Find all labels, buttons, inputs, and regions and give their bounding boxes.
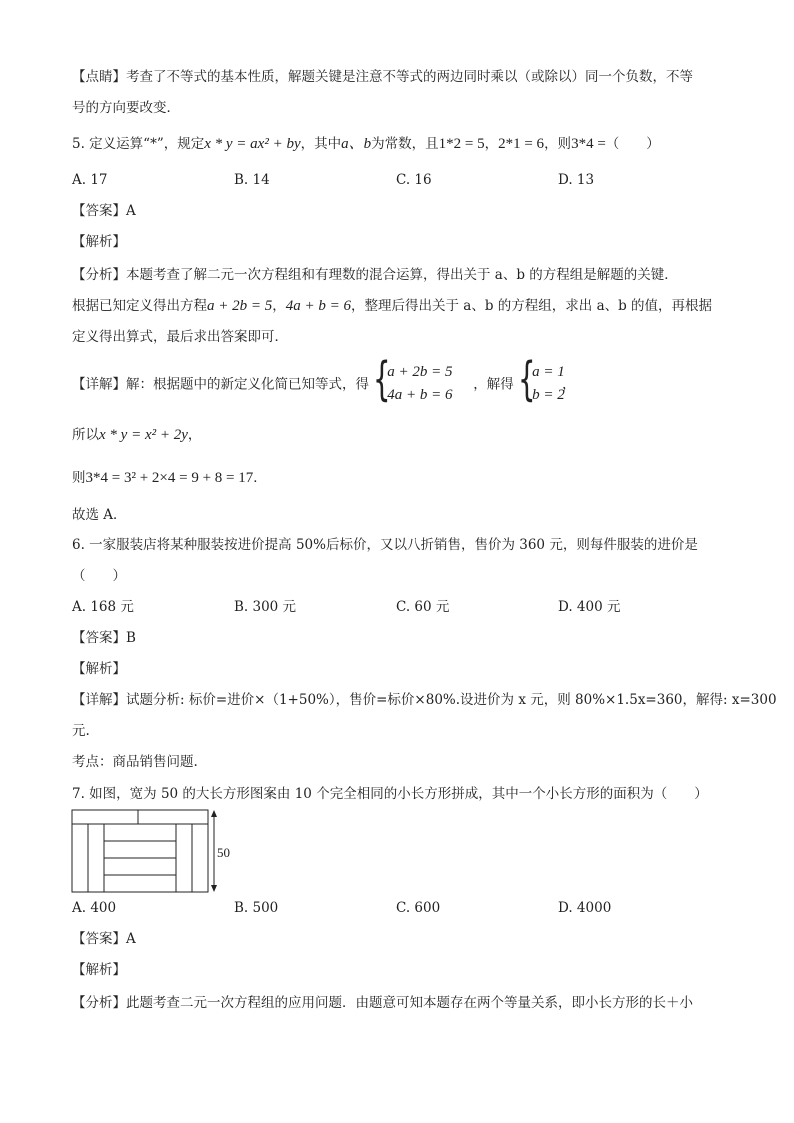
q7-answer: 【答案】A bbox=[72, 931, 136, 947]
q7-jiexi: 【解析】 bbox=[72, 962, 126, 978]
q5-fenxi-3: 定义得出算式，最后求出答案即可． bbox=[72, 329, 288, 345]
q5-detail-b: ，解得 bbox=[473, 376, 514, 393]
q5-option-c: C. 16 bbox=[396, 172, 432, 188]
q5-fenxi-1: 【分析】本题考查了解二元一次方程组和有理数的混合运算，得出关于 a、b 的方程组是解题的关键． bbox=[72, 267, 678, 283]
q5-detail bbox=[72, 351, 576, 407]
left-brace-icon: { bbox=[518, 351, 536, 406]
q7-option-a: A. 400 bbox=[72, 900, 117, 916]
q6-option-b: B. 300 元 bbox=[234, 599, 297, 615]
q5-paren: （ ） bbox=[605, 136, 660, 152]
q7-rectangle-figure bbox=[71, 809, 231, 895]
dimension-label: 50 bbox=[217, 845, 230, 860]
q6-kaodian: 考点：商品销售问题. bbox=[72, 754, 198, 770]
q5-so-b: ， bbox=[187, 427, 202, 443]
q5-fenxi-2b: ， bbox=[272, 298, 286, 314]
big-rectangle bbox=[72, 810, 208, 892]
q5-system-2-row-2: b = 2 bbox=[532, 386, 565, 403]
q5-option-d: D. 13 bbox=[558, 172, 595, 188]
q7-option-d: D. 4000 bbox=[558, 900, 612, 916]
q6-option-d: D. 400 元 bbox=[558, 599, 621, 615]
q5-so-a: 所以 bbox=[72, 427, 99, 443]
q5-ask: 3*4 = bbox=[571, 136, 606, 152]
hint-line-1: 【点睛】考查了不等式的基本性质，解题关键是注意不等式的两边同时乘以（或除以）同一个负数，不等 bbox=[72, 69, 693, 85]
q5-so-eq: x * y = x² + 2y bbox=[99, 427, 188, 443]
hint-line-2: 号的方向要改变． bbox=[72, 100, 180, 116]
q5-jiexi: 【解析】 bbox=[72, 234, 126, 250]
q5-then-eq: 3*4 = 3² + 2×4 = 9 + 8 = 17 bbox=[85, 470, 254, 486]
q6-stem-2: （ ） bbox=[72, 568, 126, 584]
q7-fenxi: 【分析】此题考查二元一次方程组的应用问题．由题意可知本题存在两个等量关系，即小长方形的长＋小 bbox=[72, 995, 693, 1011]
q6-detail-1: 【详解】试题分析: 标价=进价×（1+50%），售价=标价×80%.设进价为 x 元，则 80%×1.5x=360，解得: x=300 bbox=[72, 692, 777, 708]
q6-answer: 【答案】B bbox=[72, 630, 136, 646]
q6-detail-2: 元. bbox=[72, 723, 90, 739]
q7-option-b: B. 500 bbox=[234, 900, 279, 916]
q5-ab: a、b bbox=[341, 136, 372, 152]
q5-choose: 故选 A． bbox=[72, 507, 127, 523]
q5-mid3: ，则 bbox=[544, 136, 572, 152]
q5-fenxi-2 bbox=[72, 296, 712, 316]
q5-detail-a: 【详解】解：根据题中的新定义化简已知等式，得 bbox=[72, 376, 369, 393]
q5-answer: 【答案】A bbox=[72, 203, 136, 219]
q5-mid: ，其中 bbox=[300, 136, 342, 152]
q6-stem-1: 6. 一家服装店将某种服装按进价提高 50%后标价，又以八折销售，售价为 360 元，则每件服装的进价是 bbox=[72, 537, 698, 553]
q5-option-a: A. 17 bbox=[72, 172, 108, 188]
q6-jiexi: 【解析】 bbox=[72, 661, 126, 677]
q5-fenxi-2a: 根据已知定义得出方程 bbox=[72, 298, 207, 314]
q5-system-1-row-1: a + 2b = 5 bbox=[387, 363, 453, 380]
q5-sep: ， bbox=[484, 136, 499, 152]
q5-system-1 bbox=[373, 351, 473, 408]
q5-mid2: 为常数，且 bbox=[371, 136, 439, 152]
q5-so bbox=[72, 425, 201, 445]
q5-then-a: 则 bbox=[72, 470, 86, 486]
q5-cond-1: 1*2 = 5 bbox=[438, 136, 485, 152]
q5-eq-1: a + 2b = 5 bbox=[207, 298, 273, 314]
q5-system-1-row-2: 4a + b = 6 bbox=[387, 386, 453, 403]
q5-stem bbox=[72, 134, 660, 154]
q7-stem: 7. 如图，宽为 50 的大长方形图案由 10 个完全相同的小长方形拼成，其中一个小长方形的面积为（ ） bbox=[72, 786, 708, 802]
q5-fenxi-2c: ，整理后得出关于 a、b 的方程组，求出 a、b 的值，再根据 bbox=[351, 298, 713, 314]
q5-system-2 bbox=[518, 351, 565, 408]
q6-option-a: A. 168 元 bbox=[72, 599, 134, 615]
arrow-down-icon bbox=[211, 885, 217, 892]
q5-system-2-row-1: a = 1 bbox=[532, 363, 565, 380]
q5-eq-2: 4a + b = 6 bbox=[285, 298, 351, 314]
q5-detail-c: ， bbox=[562, 376, 576, 393]
q5-cond-2: 2*1 = 6 bbox=[498, 136, 545, 152]
q6-option-c: C. 60 元 bbox=[396, 599, 450, 615]
q7-option-c: C. 600 bbox=[396, 900, 441, 916]
q5-then bbox=[72, 468, 267, 488]
left-brace-icon: { bbox=[373, 351, 391, 406]
q5-then-b: ． bbox=[253, 470, 267, 486]
q5-definition: x * y = ax² + by bbox=[204, 136, 301, 152]
q5-option-b: B. 14 bbox=[234, 172, 270, 188]
q5-pre: 5. 定义运算“*”，规定 bbox=[72, 136, 205, 152]
arrow-up-icon bbox=[211, 810, 217, 817]
